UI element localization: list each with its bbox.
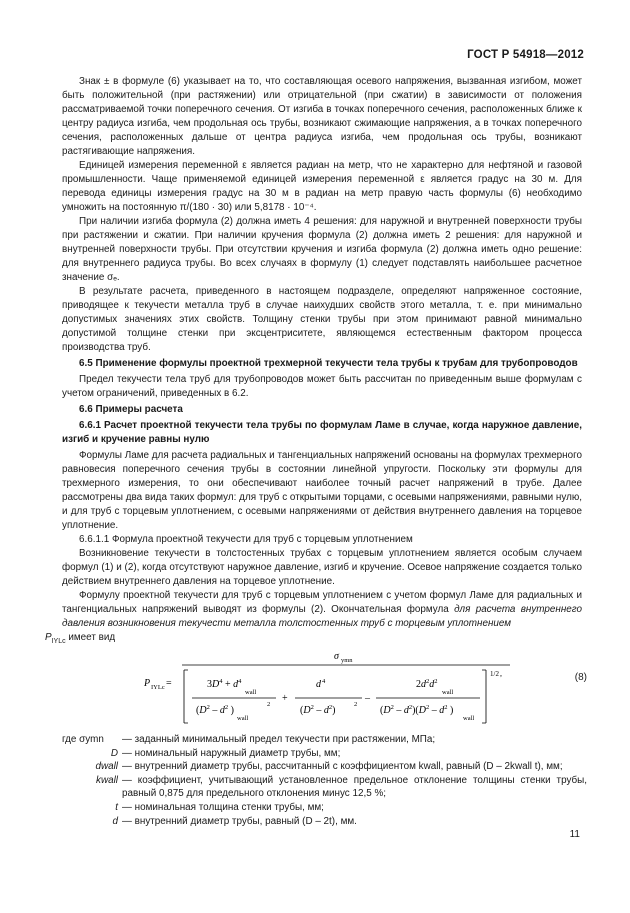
definition-symbol: где σymn	[62, 734, 104, 745]
page-number: 11	[569, 829, 580, 840]
svg-text:4: 4	[322, 678, 326, 685]
section-6-6-1-1-heading: 6.6.1.1 Формула проектной текучести для труб с торцевым уплотнением	[79, 534, 413, 545]
paragraph-solutions: При наличии изгиба формула (2) должна иметь 4 решения: для наружной и внутренней поверхности трубы при растяжении и сжатии. При наличии кручения формула (2) должна иметь 2 решения: для наружной и внутренней поверхности трубы. При отсутствии кручения и изгиба формула (2) должна иметь одно решение: для внутреннего радиуса трубы. Во всех случаях в формулу (1) следует подставлять наибольшее расчетное значение σₑ.	[62, 216, 582, 283]
svg-text:3D4 + d4: $3D^4 + d^4$	[207, 678, 242, 690]
svg-text:(D2 – d2 ): ($D^2 - d^2$ )	[196, 704, 234, 716]
formula-number: (8)	[574, 672, 587, 683]
svg-text:(D2 – d2)(D2 – d2 ): $(D^2 - d^2)(D^2 - d^2$ )	[380, 704, 454, 716]
svg-text:2: 2	[267, 701, 271, 708]
section-6-6-1-text: Формулы Ламе для расчета радиальных и тангенциальных напряжений основаны на формулах трехмерного равновесия поперечного сечения трубы в состоянии линейной упругости. Поскольку эти формулы для трехмерного измерения, то они обеспечивают наиболее точный расчет напряжений в трубе. Далее рассмотрены два вида таких формул: для труб с открытыми торцами, с осевыми напряжениями, равными нулю, и для труб с торцевым уплотнением, с осевыми напряжениями от действия внутреннего давления на торцевое уплотнение.	[62, 450, 582, 531]
definition-row	[62, 774, 587, 801]
definition-row	[62, 747, 587, 761]
svg-text:d: d	[316, 679, 321, 690]
svg-text:wall: wall	[463, 715, 475, 722]
svg-text:–: –	[365, 693, 370, 704]
section-6-6-1-heading: 6.6.1 Расчет проектной текучести тела трубы по формулам Ламе в случае, когда наружное давление, изгиб и кручение равны нулю	[62, 420, 582, 445]
formula-graphic	[62, 650, 562, 726]
definition-text: — коэффициент, учитывающий установленное предельное отклонение толщины стенки трубы, равный 0,875 для предельного отклонения минус 12,5 %;	[122, 774, 587, 800]
paragraph-units: Единицей измерения переменной ε является радиан на метр, что не характерно для нефтяной и газовой промышленности. Чаще применяемой единицей измерения переменной ε является градус на 30 м. Для перевода единицы измерения градус на 30 м в радиан на метр правую часть формулы (6) необходимо умножить на постоянную π/(180 · 30) или 5,8178 · 10⁻⁴.	[62, 160, 582, 213]
svg-text:σ: σ	[334, 651, 339, 662]
svg-text:=: =	[166, 678, 172, 689]
svg-text:2d2d2: $2d^2d^2$	[416, 678, 438, 690]
paragraph-sign-note: Знак ± в формуле (6) указывает на то, что составляющая осевого напряжения, вызванная изгибом, может быть положительной (при растяжении) или отрицательной (при сжатии) в зависимости от положения рассматриваемой точки поперечного сечения. От изгиба в точках поперечного сечения, расположенных ближе к центру радиуса изгиба, чем продольная ось трубы, возникают сжимающие напряжения, а в точках поперечного сечения, расположенных дальше от центра радиуса изгиба, чем продольная ось трубы, возникают растягивающие напряжения.	[62, 76, 582, 157]
definition-text: — заданный минимальный предел текучести при растяжении, МПа;	[122, 734, 436, 745]
definition-symbol: dwall	[95, 761, 118, 773]
svg-text:wall: wall	[245, 689, 257, 696]
definition-row	[62, 760, 587, 774]
section-6-6-1-1-text: Возникновение текучести в толстостенных трубах с торцевым уплотнением является особым случаем формул (1) и (2), когда отсутствуют наружное давление, изгиб и кручение. Осевое напряжение создается только действием внутреннего давления на торцевое уплотнение.	[62, 548, 582, 587]
svg-text:P: P	[144, 678, 151, 689]
definition-row	[62, 815, 587, 829]
svg-text:(D2 – d2): $(D^2 - d^2)$	[300, 704, 336, 716]
definition-text: — внутренний диаметр трубы, равный (D – 2t), мм.	[122, 815, 357, 827]
paragraph-result: В результате расчета, приведенного в настоящем подразделе, определяют напряженное состояние, приводящее к текучести металла труб в случае наихудших свойств этого металла, т. е. при минимально допустимых значениях этих свойств. Толщину стенки трубы при этом принимают равной минимально допустимой толщине стенки при эксцентриситете, являющемся естественным фактором процесса производства труб.	[62, 286, 582, 353]
document-header: ГОСТ Р 54918—2012	[467, 49, 584, 61]
definition-row	[62, 801, 587, 815]
svg-text:2: 2	[354, 701, 358, 708]
section-6-5-text: Предел текучести тела труб для трубопроводов может быть рассчитан по приведенным выше формулам с учетом ограничений, приведенных в 6.2.	[62, 374, 582, 399]
definition-symbol: D	[110, 747, 118, 759]
section-6-6-heading: 6.6 Примеры расчета	[79, 404, 183, 415]
document-body	[45, 75, 582, 649]
svg-text:wall: wall	[442, 689, 454, 696]
definition-row	[62, 733, 587, 747]
definitions-list	[62, 733, 587, 828]
svg-text:wall: wall	[237, 715, 249, 722]
section-6-5-heading: 6.5 Применение формулы проектной трехмерной текучести тела трубы к трубам для трубопроводов	[79, 358, 578, 369]
definition-symbol: t	[115, 801, 118, 813]
section-6-6-1-1-formula-intro: Формулу проектной текучести для труб с торцевым уплотнением с учетом формул Ламе для радиальных и тангенциальных напряжений выводят из формулы (2). Окончательная формула для расчета внутреннего давления возникновения текучести металла толстостенных труб с торцевым уплотнением $P_{IYLc}$ имеет вид	[45, 590, 582, 645]
definition-symbol: kwall	[96, 774, 118, 786]
definition-symbol: d	[112, 815, 118, 827]
svg-text:ymn: ymn	[341, 657, 353, 664]
definition-text: — внутренний диаметр трубы, рассчитанный с коэффициентом kwall, равный (D – 2kwall t), мм;	[122, 761, 563, 773]
svg-text:+: +	[282, 693, 288, 704]
formula-8	[62, 650, 587, 726]
definition-text: — номинальный наружный диаметр трубы, мм;	[122, 747, 341, 759]
svg-text:,: ,	[500, 669, 502, 678]
svg-text:IYLc: IYLc	[151, 684, 165, 691]
definition-text: — номинальная толщина стенки трубы, мм;	[122, 801, 324, 813]
svg-text:1/2: 1/2	[490, 670, 499, 678]
